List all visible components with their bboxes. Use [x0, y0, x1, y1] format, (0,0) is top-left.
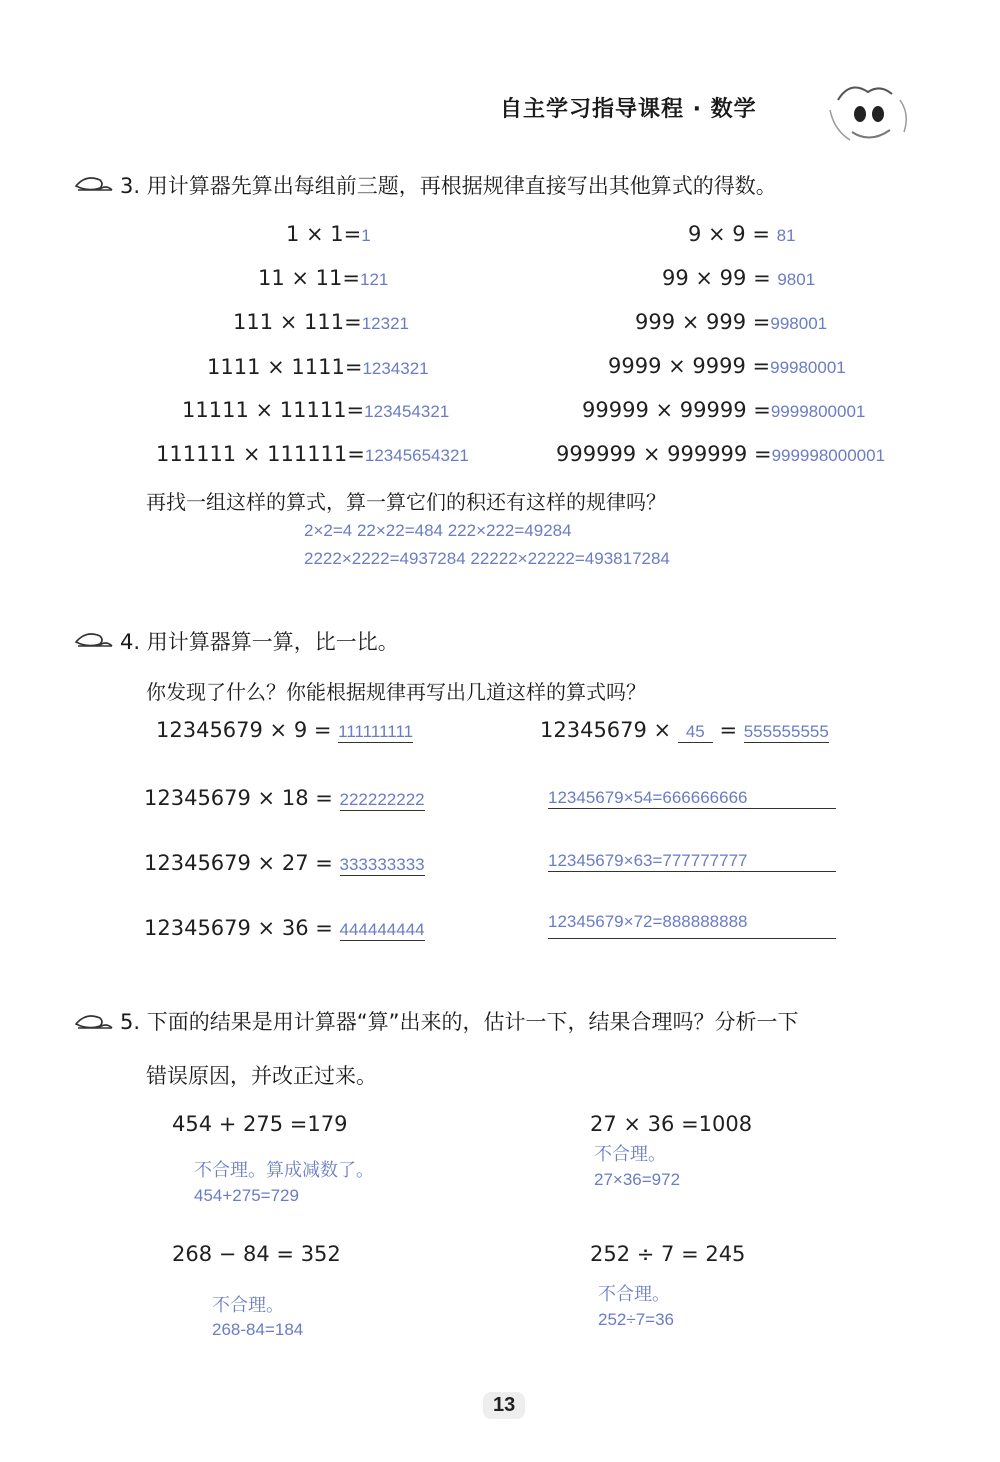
q3-left-row	[207, 355, 429, 379]
q4-left-row	[144, 851, 425, 876]
answer: 1	[361, 226, 371, 245]
answer-blank: 444444444	[339, 920, 425, 939]
expression: 11111 × 11111=	[182, 398, 365, 422]
answer: 999998000001	[771, 446, 886, 465]
answer: 99980001	[770, 358, 846, 377]
expression: 1111 × 1111=	[207, 355, 363, 379]
q5-fix: 268-84=184	[212, 1320, 304, 1339]
q4-left-row	[156, 718, 413, 743]
q4-left-row	[144, 786, 425, 811]
answer: 12321	[361, 314, 409, 333]
q5-title: 5. 下面的结果是用计算器“算”出来的，估计一下，结果合理吗？分析一下	[120, 1010, 799, 1034]
expression: 1 × 1=	[286, 222, 362, 246]
q4-title: 4. 用计算器算一算，比一比。	[120, 630, 399, 654]
pencil-leaf-icon	[74, 628, 114, 650]
expression: 12345679 × 36 =	[144, 916, 340, 940]
q5-title-line-2: 错误原因，并改正过来。	[146, 1064, 377, 1088]
expression: 99 × 99 =	[662, 266, 778, 290]
expression: 111 × 111=	[233, 310, 362, 334]
q5-note: 不合理。	[212, 1295, 284, 1315]
expression: 111111 × 111111=	[156, 442, 365, 466]
multiplier-blank: 45	[678, 722, 713, 743]
answer-blank: 111111111	[338, 722, 414, 741]
q4-left-row	[144, 916, 425, 941]
expression: 9999 × 9999 =	[608, 354, 771, 378]
expression: 12345679 × 27 =	[144, 851, 340, 875]
header-title: 自主学习指导课程 · 数学	[500, 97, 757, 122]
q4-written-line: 12345679×54=666666666	[548, 788, 836, 809]
answer: 12345654321	[364, 446, 469, 465]
q3-right-row	[608, 354, 846, 378]
q5-fix: 27×36=972	[594, 1170, 681, 1189]
q5-fix: 454+275=729	[194, 1186, 299, 1205]
expression: 12345679 × 9 =	[156, 718, 339, 742]
q3-left-row	[233, 310, 409, 334]
q5-fix: 252÷7=36	[598, 1310, 674, 1329]
answer: 1234321	[362, 359, 429, 378]
expression: 999 × 999 =	[635, 310, 771, 334]
expression: 11 × 11=	[258, 266, 360, 290]
q4-prompt: 你发现了什么？你能根据规律再写出几道这样的算式吗？	[146, 680, 646, 704]
expression: 999999 × 999999 =	[556, 442, 772, 466]
q3-left-row	[182, 398, 449, 422]
answer-blank: 555555555	[743, 722, 829, 741]
answer-blank: 222222222	[339, 790, 425, 809]
pencil-leaf-icon	[74, 172, 114, 194]
q5-note: 不合理。	[598, 1284, 670, 1304]
q5-note: 不合理。	[594, 1144, 666, 1164]
q3-right-row	[688, 222, 796, 246]
q3-right-row	[556, 442, 885, 466]
answer: 121	[360, 270, 389, 289]
expression: 9 × 9 =	[688, 222, 777, 246]
q4-written-line: 12345679×72=888888888	[548, 912, 836, 939]
q5-note: 不合理。算成减数了。	[194, 1160, 374, 1180]
q3-left-row	[156, 442, 469, 466]
q3-extra-line-2: 2222×2222=4937284 22222×22222=493817284	[304, 549, 670, 568]
q4-right-first-row	[540, 718, 829, 743]
equals-sign: =	[712, 718, 744, 742]
answer: 9801	[777, 270, 816, 289]
pencil-leaf-icon	[74, 1010, 114, 1032]
q3-right-row	[662, 266, 815, 290]
q3-extra-line-1: 2×2=4 22×22=484 222×222=49284	[304, 521, 572, 540]
q5-expression: 252 ÷ 7 = 245	[590, 1242, 746, 1266]
answer: 123454321	[364, 402, 450, 421]
expression: 99999 × 99999 =	[582, 398, 771, 422]
q3-right-row	[582, 398, 865, 422]
q3-title: 3. 用计算器先算出每组前三题，再根据规律直接写出其他算式的得数。	[120, 174, 777, 198]
page-number: 13	[483, 1392, 525, 1419]
answer: 998001	[770, 314, 828, 333]
cartoon-mascot-icon	[820, 70, 920, 150]
answer-blank: 333333333	[339, 855, 425, 874]
q3-left-row	[286, 222, 371, 246]
q5-expression: 268 − 84 = 352	[172, 1242, 341, 1266]
q3-right-row	[635, 310, 827, 334]
q3-followup: 再找一组这样的算式，算一算它们的积还有这样的规律吗？	[146, 490, 666, 514]
q3-left-row	[258, 266, 388, 290]
q5-expression: 27 × 36 =1008	[590, 1112, 753, 1136]
expression: 12345679 × 18 =	[144, 786, 340, 810]
answer: 81	[776, 226, 796, 245]
q4-written-line: 12345679×63=777777777	[548, 851, 836, 872]
q5-expression: 454 + 275 =179	[172, 1112, 348, 1136]
answer: 9999800001	[770, 402, 866, 421]
expression: 12345679 ×	[540, 718, 678, 742]
